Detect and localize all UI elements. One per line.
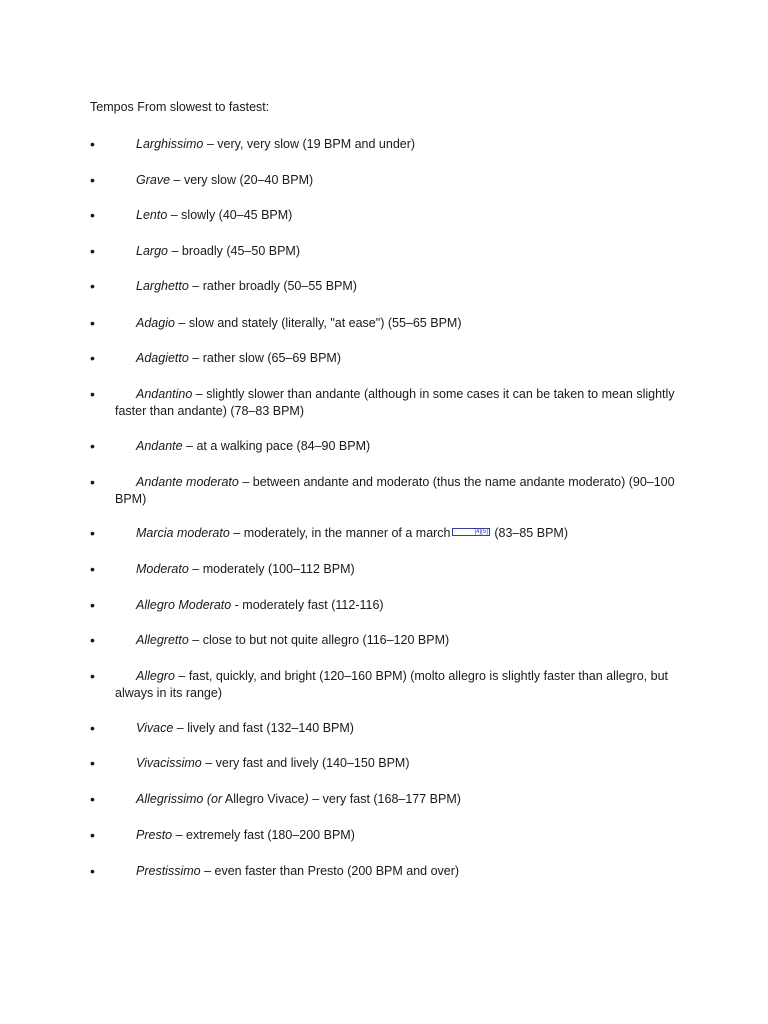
bullet-icon: • [90,863,95,879]
list-item-text [115,172,681,189]
tempo-description: – slowly (40–45 BPM) [167,208,293,222]
tempo-term: Vivacissimo [136,756,202,770]
tempo-description: – rather slow (65–69 BPM) [188,351,341,365]
list-item-text [115,791,681,808]
bullet-icon: • [90,827,95,843]
citation-link[interactable]: [4][5] [452,528,490,536]
tempo-description: – very fast and lively (140–150 BPM) [201,756,410,770]
tempo-term: Andante moderato [136,475,239,489]
tempo-description: – fast, quickly, and bright (120–160 BPM) (molto allegro is slightly faster than allegro, but always in its range) [115,669,668,700]
list-item-text [115,278,681,295]
tempo-term: Adagietto [136,351,189,365]
tempo-description: – rather broadly (50–55 BPM) [188,279,357,293]
tempo-description-bpm: (83–85 BPM) [490,526,568,540]
tempo-description: – lively and fast (132–140 BPM) [173,721,354,735]
list-item-text [115,243,681,260]
list-item-text [115,315,681,332]
tempo-term: Presto [136,828,173,842]
bullet-icon: • [90,315,95,331]
tempo-description: - moderately fast (112-116) [231,598,384,612]
tempo-description: – between andante and moderato (thus the name andante moderato) (90–100 BPM) [115,475,675,506]
bullet-icon: • [90,791,95,807]
tempo-description: – moderately, in the manner of a march [229,526,451,540]
bullet-icon: • [90,243,95,259]
tempo-term: Marcia moderato [136,526,230,540]
tempo-description: – even faster than Presto (200 BPM and over) [200,864,460,878]
tempo-description: – broadly (45–50 BPM) [167,244,300,258]
tempo-term: Lento [136,208,168,222]
list-item-text [115,827,681,844]
bullet-icon: • [90,525,95,541]
tempo-term: Allegretto [136,633,189,647]
list-item-text [115,863,681,880]
bullet-icon: • [90,207,95,223]
bullet-icon: • [90,632,95,648]
tempo-description: – very, very slow (19 BPM and under) [203,137,416,151]
list-item-text [115,386,681,420]
list-item-text [115,720,681,737]
bullet-icon: • [90,597,95,613]
tempo-term: Vivace [136,721,174,735]
bullet-icon: • [90,561,95,577]
list-item-text [115,668,681,702]
tempo-term: Allegro Moderato [136,598,232,612]
list-item-text [115,207,681,224]
tempo-term: Andantino [136,387,193,401]
bullet-icon: • [90,172,95,188]
list-item-text [115,438,681,455]
tempo-term-alternate: Allegro Vivace [222,792,305,806]
tempo-description: – extremely fast (180–200 BPM) [172,828,355,842]
bullet-icon: • [90,755,95,771]
list-item-text [115,474,681,508]
list-item-text [115,136,681,153]
tempo-term: Larghetto [136,279,189,293]
tempo-term: Adagio [136,316,175,330]
tempo-term: Andante [136,439,183,453]
tempo-term: Grave [136,173,171,187]
tempo-description: – at a walking pace (84–90 BPM) [182,439,371,453]
bullet-icon: • [90,438,95,454]
list-item-text [115,525,681,542]
document-heading: Tempos From slowest to fastest: [90,100,270,114]
bullet-icon: • [90,350,95,366]
bullet-icon: • [90,136,95,152]
tempo-description: – moderately (100–112 BPM) [188,562,355,576]
tempo-description: – close to but not quite allegro (116–120 BPM) [188,633,450,647]
bullet-icon: • [90,278,95,294]
list-item-text [115,597,681,614]
tempo-description: – very fast (168–177 BPM) [308,792,461,806]
list-item-text [115,561,681,578]
tempo-term: Prestissimo [136,864,201,878]
bullet-icon: • [90,720,95,736]
tempo-description: – very slow (20–40 BPM) [170,173,314,187]
tempo-term-close: ) [304,792,309,806]
bullet-icon: • [90,386,95,402]
tempo-term: Allegrissimo (or [136,792,223,806]
bullet-icon: • [90,668,95,684]
tempo-term: Allegro [136,669,175,683]
bullet-icon: • [90,474,95,490]
list-item-text [115,755,681,772]
list-item-text [115,632,681,649]
tempo-description: – slightly slower than andante (although in some cases it can be taken to mean slightly faster than andante) (78–83 BPM) [115,387,675,418]
tempo-description: – slow and stately (literally, "at ease") (55–65 BPM) [174,316,462,330]
list-item-text [115,350,681,367]
tempo-term: Moderato [136,562,189,576]
tempo-term: Larghissimo [136,137,204,151]
tempo-term: Largo [136,244,168,258]
